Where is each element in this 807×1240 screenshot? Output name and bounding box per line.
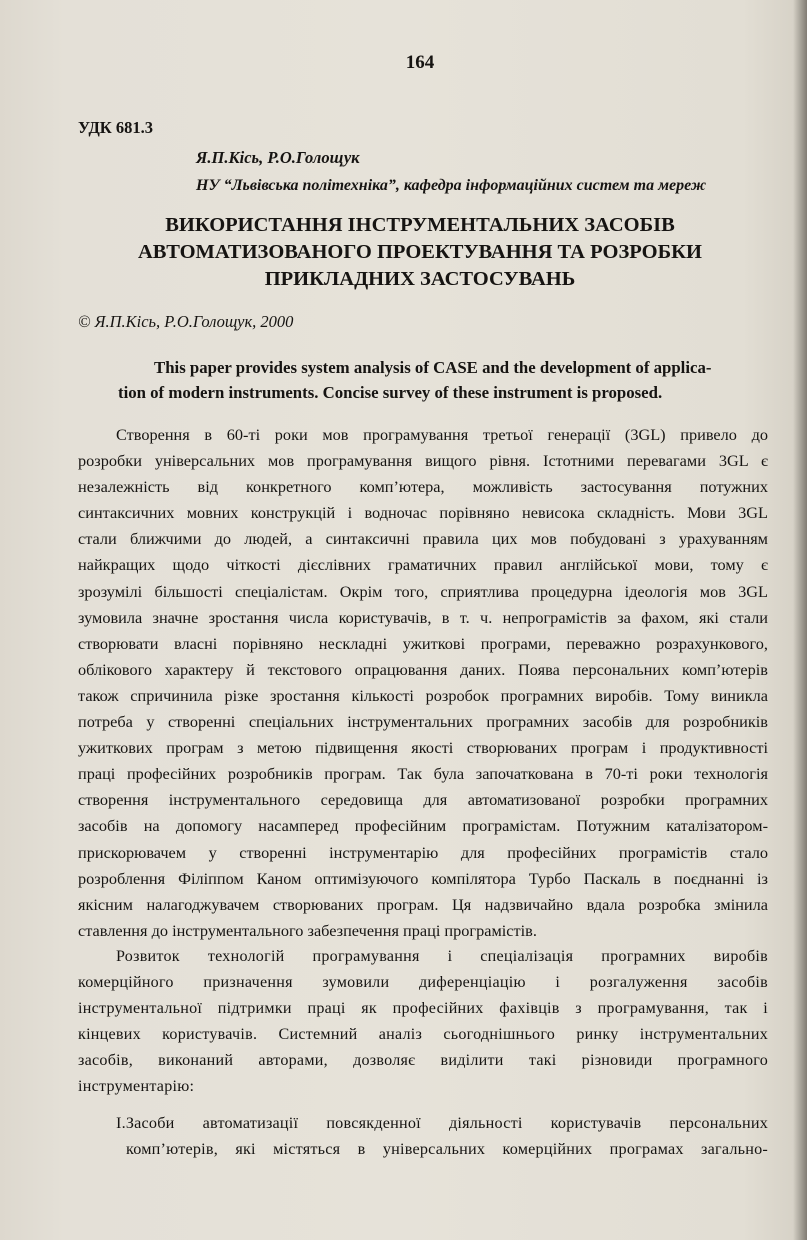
title-line: АВТОМАТИЗОВАНОГО ПРОЕКТУВАННЯ ТА РОЗРОБКИ (138, 241, 702, 263)
text-line: стали ближчими до людей, а синтаксичні правила цих мов побудовані з урахуванням (78, 529, 768, 549)
authors: Я.П.Кісь, Р.О.Голощук (196, 148, 360, 167)
text-line: потреба у створенні спеціальних інструментальних програмних засобів для розробників (78, 712, 768, 732)
paragraph-2 (78, 944, 768, 1101)
title-line: ПРИКЛАДНИХ ЗАСТОСУВАНЬ (264, 268, 576, 290)
title-line: ВИКОРИСТАННЯ ІНСТРУМЕНТАЛЬНИХ ЗАСОБІВ (165, 214, 675, 236)
text-line: розробки універсальних мов програмування вищого рівня. Істотними перевагами 3GL є (78, 451, 768, 471)
text-line: також спричинила різке зростання кількості розробок програмних виробів. Тому виникла (78, 685, 768, 705)
text-line: Розвиток технологій програмування і спеціалізація програмних виробів (116, 948, 768, 965)
article-title (100, 212, 740, 293)
list-line: І.Засоби автоматизації повсякденної діяльності користувачів персональних (116, 1114, 768, 1132)
copyright: © Я.П.Кісь, Р.О.Голощук, 2000 (78, 312, 294, 331)
text-line: зрозумілі більшості спеціалістам. Окрім того, сприятлива процедурна ідеологія мов 3GL (78, 581, 768, 601)
text-line: облікового характеру й текстового опрацювання даних. Поява персональних комп’ютерів (78, 659, 768, 679)
text-line: інструментальної підтримки праці як професійних фахівців з програмування, так і (78, 1000, 768, 1018)
text-line: розроблення Філіппом Каном оптимізуючого компілятора Турбо Паскаль в поєднанні із (78, 868, 768, 888)
text-line: ставлення до інструментального забезпечення праці програмістів. (78, 920, 537, 940)
paragraph-1 (78, 422, 768, 944)
list-line: комп’ютерів, які містяться в універсальних комерційних програмах загально- (126, 1140, 768, 1158)
text-line: Створення в 60-ті роки мов програмування третьої генерації (3GL) привело до (116, 425, 768, 444)
list-item-1 (116, 1110, 768, 1162)
text-line: інструментарію: (78, 1078, 195, 1096)
text-line: кінцевих користувачів. Системний аналіз сьогоднішнього ринку інструментальних (78, 1026, 768, 1044)
text-line: прискорювачем у створенні інструментарію для професійних програмістів стало (78, 842, 768, 862)
abstract-line: tion of modern instruments. Concise survey of these instrument is proposed. (118, 383, 663, 402)
text-line: комерційного призначення зумовили диференціацію і розгалуження засобів (78, 974, 768, 992)
text-line: синтаксичних мовних конструкцій і водночас порівняно невисока складність. Мови 3GL (78, 503, 768, 523)
text-line: зумовила значне зростання числа користувачів, в т. ч. непрограмістів за фахом, які стали (78, 607, 768, 627)
spine-shadow (793, 0, 807, 1240)
text-line: якісним налагоджувачем створюваних програм. Ця надзвичайно вдала розробка змінила (78, 894, 768, 914)
abstract (118, 355, 772, 405)
page-number: 164 (405, 52, 435, 73)
abstract-line: This paper provides system analysis of CASE and the development of applica- (154, 358, 712, 377)
text-line: створення інструментального середовища для автоматизованої розробки програмних (78, 790, 768, 810)
text-line: створювати власні порівняно нескладні ужиткові програми, переважно розрахункового, (78, 633, 768, 653)
text-line: найкращих щодо чіткості дієслівних граматичних правил англійської мови, тому є (78, 555, 768, 575)
text-line: ужиткових програм з метою підвищення якості створюваних програм і продуктивності (78, 738, 768, 758)
text-line: праці професійних розробників програм. Так була започаткована в 70-ті роки технологія (78, 764, 768, 784)
text-line: засобів, виконаний авторами, дозволяє виділити такі різновиди програмного (78, 1052, 768, 1070)
text-line: незалежність від конкретного комп’ютера, можливість застосування потужних (78, 477, 768, 497)
text-line: засобів на допомогу насамперед професійним програмістам. Потужним каталізатором- (78, 816, 768, 836)
udc-code: УДК 681.3 (78, 118, 154, 137)
affiliation: НУ “Львівська політехніка”, кафедра інформаційних систем та мереж (196, 177, 707, 194)
